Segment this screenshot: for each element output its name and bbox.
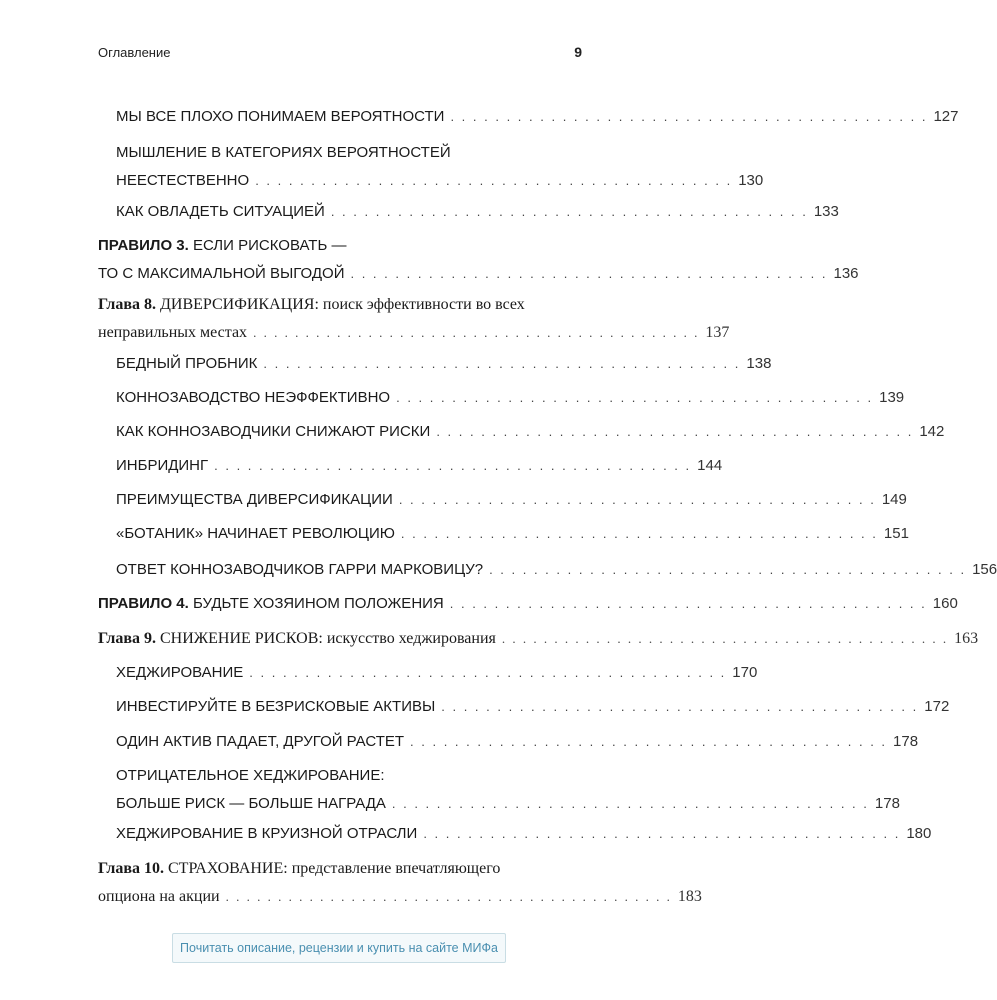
leader-dots: . . . . . . . . . . . . . . . . . . . . . . . . . . . . . . . . . . . . . . . . . . . <box>450 109 928 124</box>
toc-page-number: 160 <box>932 595 958 612</box>
toc-entry[interactable] <box>116 452 723 480</box>
leader-dots: . . . . . . . . . . . . . . . . . . . . . . . . . . . . . . . . . . . . . . . . . . . <box>398 492 876 507</box>
toc-chapter-entry[interactable] <box>98 625 979 653</box>
leader-dots: . . . . . . . . . . . . . . . . . . . . . . . . . . . . . . . . . . . . . . . . . . . <box>489 562 967 577</box>
toc-entry-title-cont: опциона на акции <box>98 888 220 905</box>
toc-entry[interactable] <box>116 486 907 514</box>
toc-page-number: 163 <box>954 630 979 647</box>
toc-entry[interactable] <box>116 728 919 756</box>
toc-entry-title: ИНБРИДИНГ <box>116 457 209 474</box>
toc-entry[interactable] <box>116 762 900 818</box>
toc-entry-title: ДИВЕРСИФИКАЦИЯ: поиск эффективности во всех <box>156 296 525 313</box>
toc-entry[interactable] <box>116 384 905 412</box>
toc-rule-entry[interactable] <box>98 232 859 288</box>
toc-entry[interactable] <box>116 820 932 848</box>
chapter-prefix: Глава 8. <box>98 296 156 313</box>
toc-page-number: 127 <box>933 108 959 125</box>
rule-prefix: ПРАВИЛО 4. <box>98 595 189 612</box>
toc-entry-title: ОДИН АКТИВ ПАДАЕТ, ДРУГОЙ РАСТЕТ <box>116 733 405 750</box>
toc-page-number: 144 <box>697 457 723 474</box>
toc-entry-title: СТРАХОВАНИЕ: представление впечатляющего <box>164 860 501 877</box>
toc-page-number: 183 <box>677 888 702 905</box>
chapter-prefix: Глава 10. <box>98 860 164 877</box>
toc-page-number: 138 <box>746 355 772 372</box>
toc-entry-title: ИНВЕСТИРУЙТЕ В БЕЗРИСКОВЫЕ АКТИВЫ <box>116 698 436 715</box>
toc-page-number: 130 <box>738 172 764 189</box>
toc-page-number: 133 <box>813 203 839 220</box>
leader-dots: . . . . . . . . . . . . . . . . . . . . . . . . . . . . . . . . . . . . . . . . . . . <box>423 826 901 841</box>
toc-page-number: 178 <box>874 795 900 812</box>
leader-dots: . . . . . . . . . . . . . . . . . . . . . . . . . . . . . . . . . . . . . . . . . . . <box>249 665 727 680</box>
leader-dots: . . . . . . . . . . . . . . . . . . . . . . . . . . . . . . . . . . . . . . . . . . . <box>263 356 741 371</box>
toc-entry-title-cont: БОЛЬШЕ РИСК — БОЛЬШЕ НАГРАДА <box>116 795 386 812</box>
toc-entry[interactable] <box>116 418 945 446</box>
leader-dots: . . . . . . . . . . . . . . . . . . . . . . . . . . . . . . . . . . . . . . . . . . . <box>441 699 919 714</box>
toc-entry-title: КАК КОННОЗАВОДЧИКИ СНИЖАЮТ РИСКИ <box>116 423 431 440</box>
leader-dots: . . . . . . . . . . . . . . . . . . . . . . . . . . . . . . . . . . . . . . . . . . . <box>350 266 828 281</box>
toc-entry-title: ЕСЛИ РИСКОВАТЬ — <box>188 237 347 254</box>
buy-on-site-link[interactable]: Почитать описание, рецензии и купить на сайте МИФа <box>172 933 506 963</box>
toc-entry-title: СНИЖЕНИЕ РИСКОВ: искусство хеджирования <box>156 630 496 647</box>
toc-page-number: 149 <box>881 491 907 508</box>
leader-dots: . . . . . . . . . . . . . . . . . . . . . . . . . . . . . . . . . . . . . . . . . . . <box>391 796 869 811</box>
leader-dots: . . . . . . . . . . . . . . . . . . . . . . . . . . . . . . . . . . . . . . . . . . . <box>253 325 700 340</box>
toc-entry-title: КАК ОВЛАДЕТЬ СИТУАЦИЕЙ <box>116 203 325 220</box>
toc-entry[interactable] <box>116 103 959 131</box>
toc-entry-title: МЫ ВСЕ ПЛОХО ПОНИМАЕМ ВЕРОЯТНОСТИ <box>116 108 445 125</box>
toc-entry-title: ОТВЕТ КОННОЗАВОДЧИКОВ ГАРРИ МАРКОВИЦУ? <box>116 561 484 578</box>
toc-page-number: 139 <box>879 389 905 406</box>
leader-dots: . . . . . . . . . . . . . . . . . . . . . . . . . . . . . . . . . . . . . . . . . . . <box>410 734 888 749</box>
toc-page-number: 151 <box>883 525 909 542</box>
toc-page-number: 172 <box>924 698 950 715</box>
toc-entry-title: «БОТАНИК» НАЧИНАЕТ РЕВОЛЮЦИЮ <box>116 525 395 542</box>
toc-entry-title: ХЕДЖИРОВАНИЕ <box>116 664 244 681</box>
leader-dots: . . . . . . . . . . . . . . . . . . . . . . . . . . . . . . . . . . . . . . . . . . . <box>436 424 914 439</box>
page-number: 9 <box>574 44 582 60</box>
toc-entry[interactable] <box>116 659 758 687</box>
toc-entry[interactable] <box>116 198 839 226</box>
toc-entry-title: МЫШЛЕНИЕ В КАТЕГОРИЯХ ВЕРОЯТНОСТЕЙ <box>116 144 451 161</box>
toc-rule-entry[interactable] <box>98 590 958 618</box>
toc-entry-title: ОТРИЦАТЕЛЬНОЕ ХЕДЖИРОВАНИЕ: <box>116 767 385 784</box>
toc-chapter-entry[interactable] <box>98 291 730 347</box>
toc-entry-title: ХЕДЖИРОВАНИЕ В КРУИЗНОЙ ОТРАСЛИ <box>116 825 418 842</box>
leader-dots: . . . . . . . . . . . . . . . . . . . . . . . . . . . . . . . . . . . . . . . . . . . <box>225 889 672 904</box>
toc-page-number: 170 <box>732 664 758 681</box>
toc-entry-title: БЕДНЫЙ ПРОБНИК <box>116 355 258 372</box>
toc-entry[interactable] <box>116 520 909 548</box>
leader-dots: . . . . . . . . . . . . . . . . . . . . . . . . . . . . . . . . . . . . . . . . . . . <box>330 204 808 219</box>
toc-entry-title-cont: НЕЕСТЕСТВЕННО <box>116 172 250 189</box>
leader-dots: . . . . . . . . . . . . . . . . . . . . . . . . . . . . . . . . . . . . . . . . . . . <box>400 526 878 541</box>
toc-page-number: 156 <box>972 561 997 578</box>
toc-entry-title: КОННОЗАВОДСТВО НЕЭФФЕКТИВНО <box>116 389 391 406</box>
toc-entry[interactable] <box>116 139 764 195</box>
toc-chapter-entry[interactable] <box>98 855 702 911</box>
toc-entry[interactable] <box>116 350 772 378</box>
toc-entry-title: БУДЬТЕ ХОЗЯИНОМ ПОЛОЖЕНИЯ <box>188 595 444 612</box>
leader-dots: . . . . . . . . . . . . . . . . . . . . . . . . . . . . . . . . . . . . . . . . . . . <box>501 631 949 646</box>
chapter-prefix: Глава 9. <box>98 630 156 647</box>
toc-page-number: 142 <box>919 423 945 440</box>
leader-dots: . . . . . . . . . . . . . . . . . . . . . . . . . . . . . . . . . . . . . . . . . . . <box>214 458 692 473</box>
running-header-title: Оглавление <box>98 45 171 60</box>
toc-page-number: 136 <box>833 265 859 282</box>
toc-entry-title-cont: неправильных местах <box>98 324 248 341</box>
toc-entry[interactable] <box>116 556 997 584</box>
toc-entry-title-cont: ТО С МАКСИМАЛЬНОЙ ВЫГОДОЙ <box>98 265 345 282</box>
leader-dots: . . . . . . . . . . . . . . . . . . . . . . . . . . . . . . . . . . . . . . . . . . . <box>255 173 733 188</box>
toc-page-number: 178 <box>893 733 919 750</box>
leader-dots: . . . . . . . . . . . . . . . . . . . . . . . . . . . . . . . . . . . . . . . . . . . <box>449 596 927 611</box>
leader-dots: . . . . . . . . . . . . . . . . . . . . . . . . . . . . . . . . . . . . . . . . . . . <box>396 390 874 405</box>
toc-entry[interactable] <box>116 693 950 721</box>
toc-page-number: 180 <box>906 825 932 842</box>
toc-entry-title: ПРЕИМУЩЕСТВА ДИВЕРСИФИКАЦИИ <box>116 491 393 508</box>
toc-page-number: 137 <box>705 324 730 341</box>
rule-prefix: ПРАВИЛО 3. <box>98 237 189 254</box>
